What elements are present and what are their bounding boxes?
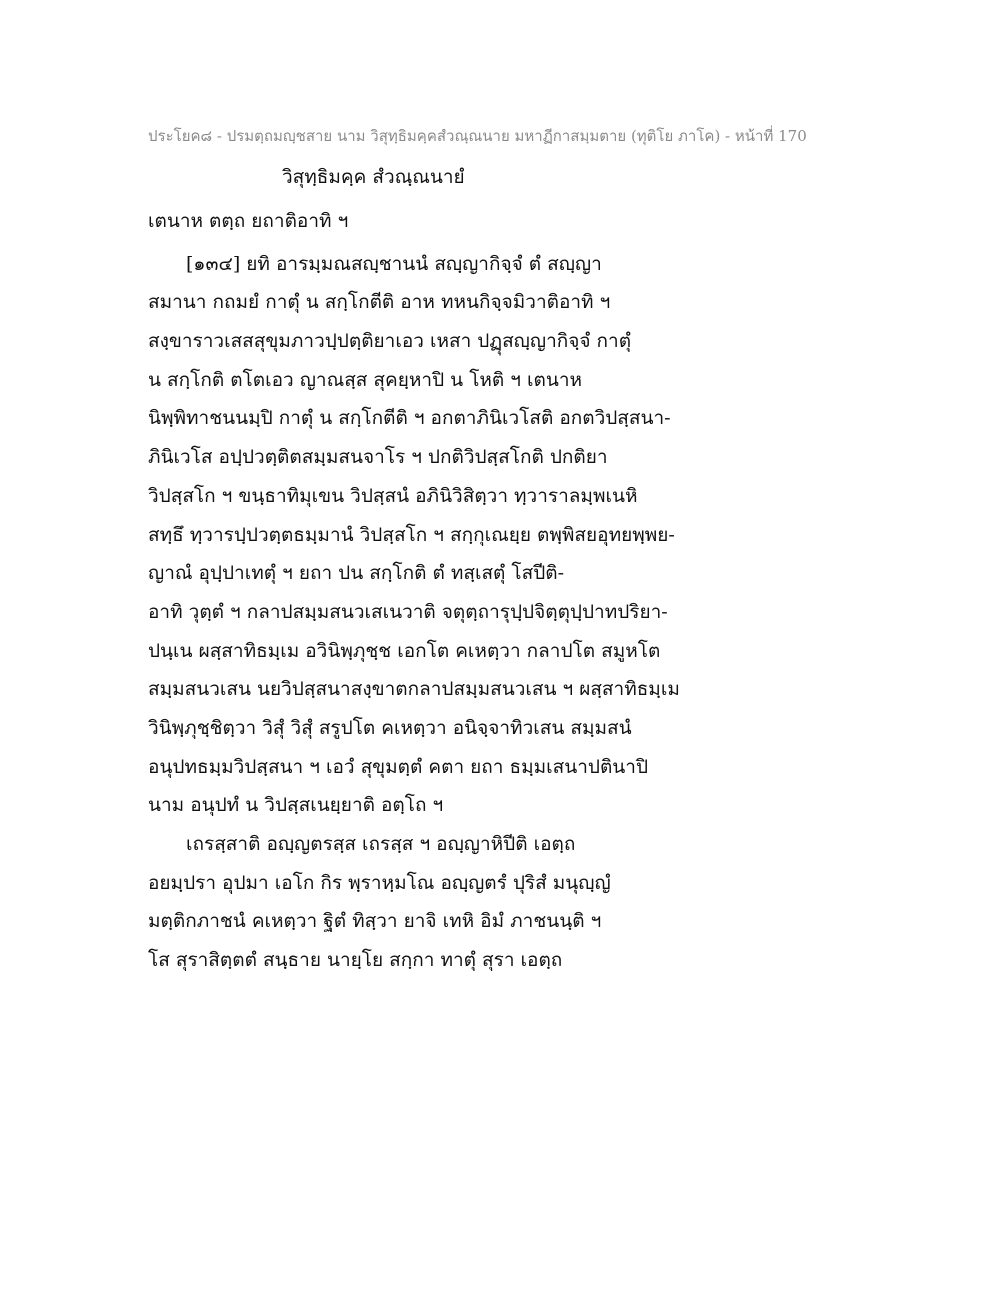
text-line: วินิพฺภุชฺชิตฺวา วิสุํ วิสุํ สรูปโต คเหตฺวา อนิจฺจาทิวเสน สมฺมสนํ — [148, 716, 632, 739]
text-line: เตนาห ตตฺถ ยถาติอาทิ ฯ — [148, 210, 349, 232]
text-line: สมานา กถมยํ กาตุํ น สกฺโกตีติ อาห ทหนกิจฺจมิวาติอาทิ ฯ — [148, 291, 611, 314]
text-line: อนุปทธมฺมวิปสฺสนา ฯ เอวํ สุขุมตฺตํ คตา ยถา ธมฺมเสนาปตินาปิ — [148, 755, 649, 778]
text-line: สงฺขาราวเสสสุขุมภาวปฺปตฺติยาเอว เหสา ปฏุสญฺญากิจฺจํ กาตุํ — [148, 330, 632, 353]
running-head: ประโยค๘ - ปรมตฺถมญฺชสาย นาม วิสุทฺธิมคฺคสํวณฺณนาย มหาฏีกาสมฺมตาย (ทุติโย ภาโค) - หน้าที่ 170 — [148, 127, 807, 145]
section-subtitle: วิสุทฺธิมคฺค สํวณฺณนายํ — [282, 166, 465, 188]
text-line: มตฺติกภาชนํ คเหตฺวา ฐิตํ ทิสฺวา ยาจิ เทหิ อิมํ ภาชนนฺติ ฯ — [148, 910, 602, 933]
text-line: ปนฺเน ผสฺสาทิธมฺเม อวินิพฺภุชฺช เอกโต คเหตฺวา กลาปโต สมูหโต — [148, 639, 661, 662]
text-line: สทฺธึ ทฺวารปฺปวตฺตธมฺมานํ วิปสฺสโก ฯ สกฺกุเณยฺย ตพฺพิสยอุทยพฺพย- — [148, 523, 675, 546]
body-text — [148, 202, 748, 980]
text-line: เถรสฺสาติ อญฺญตรสฺส เถรสฺส ฯ อญฺญาหิปีติ เอตฺถ — [186, 833, 576, 855]
text-line: นาม อนุปทํ น วิปสฺสเนยฺยาติ อตฺโถ ฯ — [148, 794, 444, 817]
text-line: น สกฺโกติ ตโตเอว ญาณสฺส สุคยฺหาปิ น โหติ ฯ เตนาห — [148, 368, 583, 391]
text-line: โส สุราสิตฺตตํ สนฺธาย นายฺโย สกฺกา ทาตุํ สุรา เอตฺถ — [148, 949, 563, 972]
text-line: วิปสฺสโก ฯ ขนฺธาทิมุเขน วิปสฺสนํ อภินิวิสิตฺวา ทฺวาราลมฺพเนหิ — [148, 484, 638, 507]
text-line: สมฺมสนวเสน นยวิปสฺสนาสงฺขาตกลาปสมฺมสนวเสน ฯ ผสฺสาทิธมฺเม — [148, 678, 680, 701]
text-line: นิพฺพิทาชนนมฺปิ กาตุํ น สกฺโกตีติ ฯ อกตาภินิเวโสติ อกตวิปสฺสนา- — [148, 407, 671, 430]
text-line: ภินิเวโส อปฺปวตฺติตสมฺมสนจาโร ฯ ปกติวิปสฺสโกติ ปกติยา — [148, 446, 608, 469]
text-line: ญาณํ อุปฺปาเทตุํ ฯ ยถา ปน สกฺโกติ ตํ ทสฺเสตุํ โสปีติ- — [148, 562, 565, 585]
text-line: อาทิ วุตฺตํ ฯ กลาปสมฺมสนวเสเนวาติ จตุตฺถารุปฺปจิตฺตุปฺปาทปริยา- — [148, 600, 668, 623]
text-line: [๑๓๔] ยทิ อารมฺมณสญฺชานนํ สญฺญากิจฺจํ ตํ สญฺญา — [186, 252, 602, 275]
text-line: อยมฺปรา อุปมา เอโก กิร พฺราหฺมโณ อญฺญตรํ ปุริสํ มนุญฺญํ — [148, 871, 611, 894]
